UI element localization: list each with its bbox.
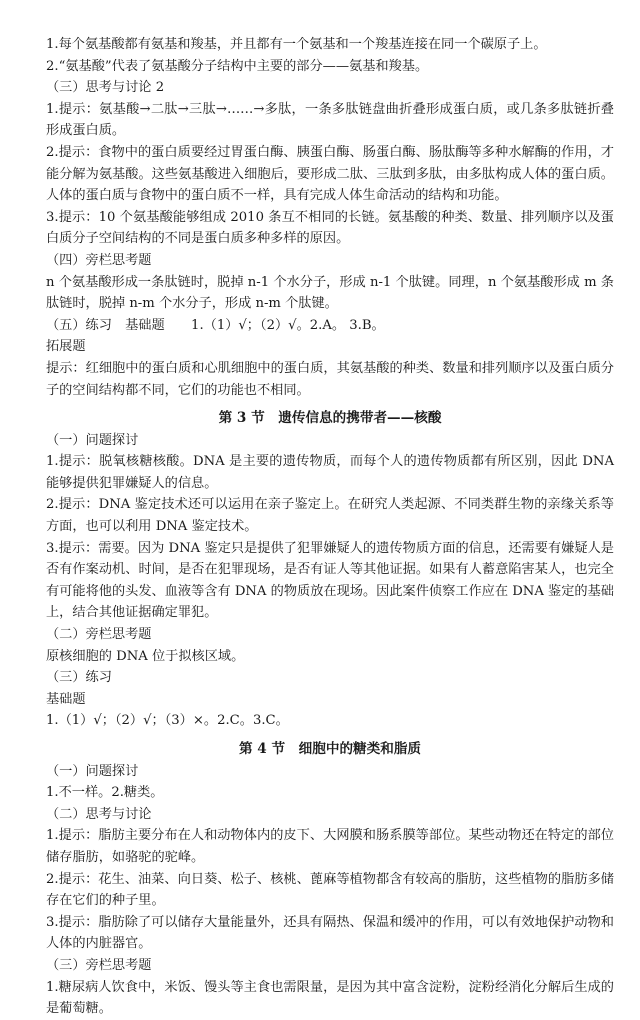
paragraph: 2.提示：食物中的蛋白质要经过胃蛋白酶、胰蛋白酶、肠蛋白酶、肠肽酶等多种水解酶的作用，才能分解为氨基酸。这些氨基酸进入细胞后，要形成二肽、三肽到多肽，由多肽构成人体的蛋白质。人体的蛋白质与食物中的蛋白质不一样，具有完成人体生命活动的结构和功能。 xyxy=(46,144,614,204)
paragraph: 1.提示：氨基酸→二肽→三肽→……→多肽，一条多肽链盘曲折叠形成蛋白质，或几条多肽链折叠形成蛋白质。 xyxy=(46,101,614,139)
paragraph: 1.每个氨基酸都有氨基和羧基，并且都有一个氨基和一个羧基连接在同一个碳原子上。 xyxy=(46,37,547,52)
paragraph: 3.提示：10 个氨基酸能够组成 2010 条互不相同的长链。氨基酸的种类、数量、排列顺序以及蛋白质分子空间结构的不同是蛋白质多种多样的原因。 xyxy=(46,209,614,247)
subsection-label: （三）思考与讨论 2 xyxy=(46,80,165,96)
paragraph: 原核细胞的 DNA 位于拟核区域。 xyxy=(46,648,245,664)
paragraph: 拓展题 xyxy=(46,339,86,355)
paragraph: 1.提示：脂肪主要分布在人和动物体内的皮下、大网膜和肠系膜等部位。某些动物还在特定的部位储存脂肪，如骆驼的驼峰。 xyxy=(46,828,614,865)
paragraph: 1.（1）√；（2）√；（3）×。2.C。3.C。 xyxy=(46,713,289,729)
paragraph: 提示：红细胞中的蛋白质和心肌细胞中的蛋白质，其氨基酸的种类、数量和排列顺序以及蛋白质分子的空间结构都不同，它们的功能也不相同。 xyxy=(46,360,614,398)
subsection-label: （二）旁栏思考题 xyxy=(46,627,152,643)
paragraph: 2.提示：DNA 鉴定技术还可以运用在亲子鉴定上。在研究人类起源、不同类群生物的亲缘关系等方面，也可以利用 DNA 鉴定技术。 xyxy=(46,497,614,535)
subsection-label: （五）练习 基础题 1.（1）√；（2）√。2.A。 3.B。 xyxy=(46,317,385,333)
subsection-label: （三）练习 xyxy=(46,670,112,686)
subsection-label: （三）旁栏思考题 xyxy=(46,957,152,973)
paragraph: 1.提示：脱氧核糖核酸。DNA 是主要的遗传物质，而每个人的遗传物质都有所区别，因此 DNA 能够提供犯罪嫌疑人的信息。 xyxy=(46,454,614,491)
paragraph: 3.提示：脂肪除了可以储存大量能量外，还具有隔热、保温和缓冲的作用，可以有效地保护动物和人体的内脏器官。 xyxy=(46,914,614,952)
subsection-label: （一）问题探讨 xyxy=(46,432,139,448)
paragraph: 基础题 xyxy=(46,691,86,707)
paragraph: 2.“氨基酸”代表了氨基酸分子结构中主要的部分——氨基和羧基。 xyxy=(46,58,429,74)
subsection-label: （四）旁栏思考题 xyxy=(46,252,152,268)
paragraph: 1.糖尿病人饮食中，米饭、馒头等主食也需限量，是因为其中富含淀粉，淀粉经消化分解后生成的是葡萄糖。 xyxy=(46,979,614,1017)
paragraph: 3.提示：需要。因为 DNA 鉴定只是提供了犯罪嫌疑人的遗传物质方面的信息，还需要有嫌疑人是否有作案动机、时间，是否在犯罪现场，是否有证人等其他证据。如果有人蓄意陷害某人，也完全有可能将他的头发、血液等含有 DNA 的物质放在现场。因此案件侦察工作应在 DNA 鉴定的基础上，结合其他证据确定罪犯。 xyxy=(46,540,614,621)
paragraph: 1.不一样。2.糖类。 xyxy=(46,785,164,801)
paragraph: 2.提示：花生、油菜、向日葵、松子、核桃、蓖麻等植物都含有较高的脂肪，这些植物的脂肪多储存在它们的种子里。 xyxy=(46,871,614,909)
subsection-label: （一）问题探讨 xyxy=(46,763,139,779)
section-heading: 第 4 节 细胞中的糖类和脂质 xyxy=(238,741,422,757)
section-heading: 第 3 节 遗传信息的携带者——核酸 xyxy=(218,410,442,427)
subsection-label: （二）思考与讨论 xyxy=(46,806,152,822)
paragraph: n 个氨基酸形成一条肽链时，脱掉 n-1 个水分子，形成 n-1 个肽键。同理，n 个氨基酸形成 m 条肽链时，脱掉 n-m 个水分子，形成 n-m 个肽键。 xyxy=(46,274,614,312)
